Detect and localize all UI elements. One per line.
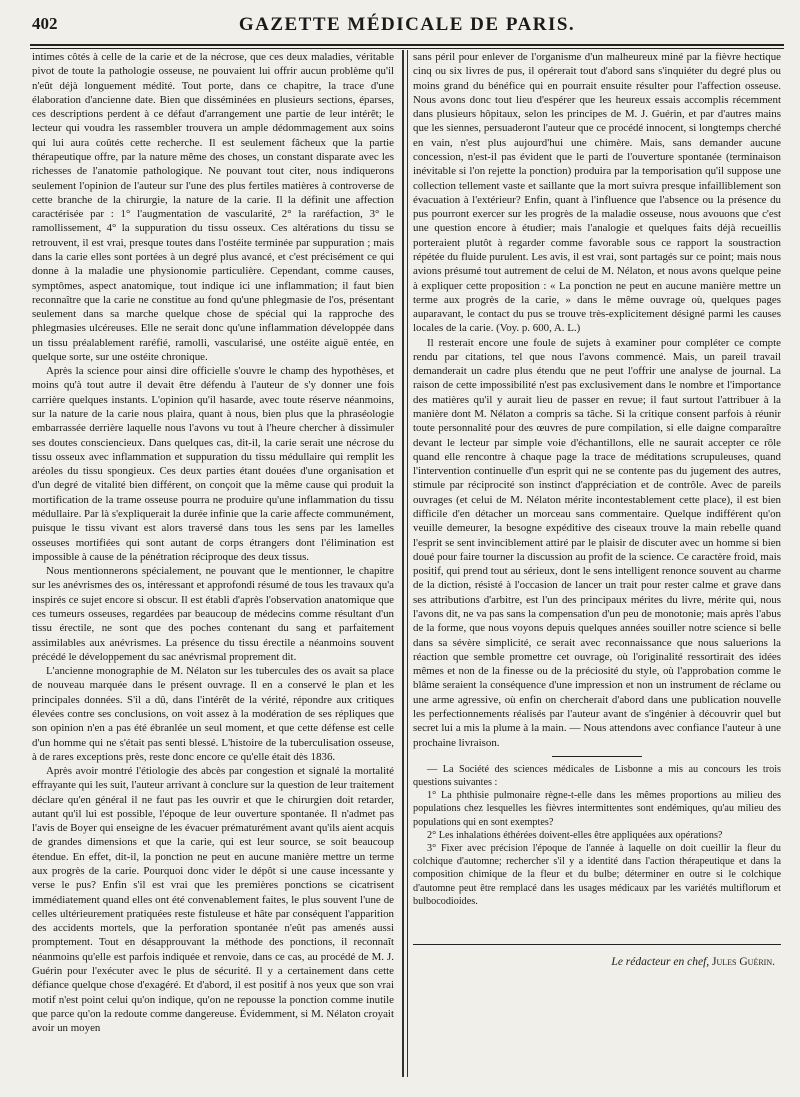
end-rule — [413, 944, 781, 945]
left-paragraph: Après avoir montré l'étiologie des abcès par congestion et signalé la mortalité effrayante qui les suit, l'auteur arrivant à conclure sur la question de leur traitement déclare qu'en général il ne faut pas les ouvrir et que le chirurgien doit retarder, autant qu'il lui est possible, l'époque de leur ouverture spontanée. Il n'admet pas l'avis de Boyer qui enseigne de les évacuer prématurément avant qu'ils aient acquis de grandes dimensions et que la carie, qui est leur source, se soit beaucoup étendue. En effet, dit-il, la ponction ne peut en aucune manière mettre un terme aux progrès de la carie. Pourquoi donc vider le dépôt si une cause incessante y verse le pus? Enfin s'il est vrai que les premières ponctions se cicatrisent immédiatement quand elles ont été convenablement faites, le plus souvent l'une de celles ultérieurement pratiquées reste fistuleuse et hâte par conséquent l'apparition des accidents mortels, que la perforation spontanée n'eût pas amenés aussi promptement. Tout en désapprouvant la méthode des ponctions, il reconnaît néanmoins qu'elle est parfois indiquée et renvoie, dans ce cas, au procédé de M. J. Guérin pour l'exécuter avec le plus de sécurité. Il y a certainement dans cette défiance quelque chose d'exagéré. Et d'abord, il est positif à nos yeux que son vrai motif n'est point celui qu'on indique, qu'on ne repousse la ponction comme inutile que parce qu'on la redoute comme dangereuse. Évidemment, si M. Nélaton croyait avoir un moyen — [32, 765, 394, 1035]
page-header — [32, 14, 782, 38]
signature-name: Jules Guérin. — [712, 956, 775, 969]
society-announcement: — La Société des sciences médicales de Lisbonne a mis au concours les trois questions suivantes : — [413, 763, 781, 788]
left-paragraph: Après la science pour ainsi dire officielle s'ouvre le champ des hypothèses, et moins qu'à tout autre il devait être défendu à l'auteur de s'y donner une fois carrière quelques instants. L'opinion qu'il hasarde, avec toute réserve néanmoins, sur la nature de la carie nous plaira, quant à nous, bien plus que la phraséologie embarrassée derrière laquelle nous l'avons vu tout à l'heure chercher à dissimuler ses doutes consciencieux. Dans quelques cas, dit-il, la carie serait une nécrose du tissu osseux avec inflammation et suppuration du tissu médullaire qui remplit les aréoles du tissu spongieux. Ces deux parties étant douées d'une organisation et d'un degré de vitalité bien différent, on conçoit que la même cause qui produit la mortification de la trame osseuse pourra ne produire qu'une inflammation du tissu médullaire. Par là s'expliquerait la durée infinie que la carie affecte communément, puisque le tissu vivant est alors traversé dans tous les sens par les lamelles osseuses mortifiées qui sont autant de corps étrangers dont l'élimination est impossible à cause de la pénétration réciproque des deux tissus. — [32, 365, 394, 563]
left-paragraph: Nous mentionnerons spécialement, ne pouvant que le mentionner, le chapitre sur les anévrismes des os, intéressant et approfondi résumé de tous les travaux qu'a inspirés ce sujet encore si obscur. Il est établi d'après l'observation anatomique que ces tumeurs osseuses, regardées par beaucoup de médecins comme résultant d'un tissu érectile, ne sont que des poches contenant du sang et parfaitement assimilables aux anévrismes. La présence du tissu érectile a néanmoins souvent précédé le développement du sac anévrismal proprement dit. — [32, 565, 394, 663]
question-item: 1° La phthisie pulmonaire règne-t-elle dans les mêmes proportions au milieu des populations chez lesquelles les fièvres intermittentes sont endémiques, qu'au milieu des populations qui en sont exemptes? — [413, 790, 781, 828]
left-column — [32, 50, 394, 1085]
question-item: 3° Fixer avec précision l'époque de l'année à laquelle on doit cueillir la fleur du colchique d'automne; rechercher s'il y a identité dans l'action thérapeutique et dans la composition chimique de la fleur et du bulbe; déterminer en outre si le colchique d'automne peut être remplacé dans les usages médicaux par les variétés multiflorum et bulbocodioides. — [413, 843, 781, 907]
question-item: 2° Les inhalations éthérées doivent-elles être appliquées aux opérations? — [427, 829, 723, 841]
question-list — [413, 789, 781, 908]
section-rule — [552, 756, 642, 757]
left-paragraph: L'ancienne monographie de M. Nélaton sur les tubercules des os avait sa place de nouveau marquée dans le présent ouvrage. Il en a conservé le plan et les principales données. S'il a dû, dans l'intérêt de la vérité, répondre aux critiques élevées contre ses conclusions, on voit assez à la modération de ses répliques que son opinion n'en a pas été ébranlée un seul moment, et que cette défense est celle d'un homme qui ne s'était pas senti blessé. L'histoire de la tuberculisation osseuse, à de rares exceptions près, reste donc encore ce qu'elle était dès 1836. — [32, 665, 394, 763]
editor-signature — [413, 955, 781, 969]
column-divider — [402, 50, 408, 1077]
right-column — [413, 50, 781, 1085]
header-rule — [30, 44, 784, 49]
page-number: 402 — [32, 14, 58, 33]
right-paragraph: sans péril pour enlever de l'organisme d'un malheureux miné par la fièvre hectique cinq ou six livres de pus, il opérerait tout d'abord sans s'inquiéter du degré plus ou moins grand du bénéfice qui en pourrait ensuite résulter pour l'affection osseuse. Nous avons donc tout lieu d'espérer que les heureux essais accomplis récemment dans plusieurs hôpitaux, selon les principes de M. J. Guérin, et par d'autres mains que les siennes, persuaderont l'auteur que ce procédé innocent, si longtemps cherché en vain, n'est plus aujourd'hui une chimère. Mais, sans demander aucune concession, n'est-il pas évident que le parti de l'ouverture spontanée (terminaison inévitable si l'on rejette la ponction) produira par la temporisation qu'il suppose une collection tellement vaste et saillante que la mort suivra presque infailliblement son évacuation à l'extérieur? Enfin, quant à l'influence que l'absence ou la présence du pus pourront exercer sur les progrès de la maladie osseuse, nous avouons que c'est une question encore à étudier; mais l'analogie et quelques faits déjà recueillis porteraient plutôt à regarder comme favorable sous ce rapport la soustraction répétée du fluide purulent. Les avis, il est vrai, sont partagés sur ce point; mais nous avions présumé tout autrement de celui de M. Nélaton, et nous avons quelque peine à expliquer cette proposition : « La ponction ne peut en aucune manière mettre un terme aux progrès de la carie, » dans le même ouvrage où, quelques pages auparavant, le contact du pus se trouve très-explicitement désigné parmi les causes locales de la carie. (Voy. p. 600, A. L.) — [413, 51, 781, 335]
right-paragraph: Il resterait encore une foule de sujets à examiner pour compléter ce compte rendu par citations, tel que nous l'avons commencé. Mais, un pareil travail demanderait un cadre plus étendu que ne peut l'offrir une analyse de journal. La raison de cette impossibilité n'est pas exclusivement dans le nombre et l'importance des matières qu'il y aurait lieu de passer en revue; il faut surtout l'attribuer à la manière dont M. Nélaton a compris sa tâche. Si la critique consent parfois à réunir toute personnalité pour des œuvres de pure compilation, si elle daigne comparaître devant le lecteur par simple voie d'échantillons, elle ne saurait accepter ce rôle quand elle rencontre à chaque page la trace de méditations scrupuleuses, quand l'intervention continuelle d'un esprit qui ne se contente pas du jugement des autres, stimule par réciprocité son instinct d'appréciation et de contrôle. Avec de pareils ouvrages (et celui de M. Nélaton mérite incontestablement cette place), il est bien difficile d'en détacher un morceau sans commentaire. Quelque indifférent qu'on veuille demeurer, la besogne expéditive des ciseaux trouve la main rebelle quand l'esprit se sent invinciblement attiré par le plaisir de discuter avec un homme si bien doué pour faire tourner la discussion au profit de la science. Ce caractère froid, mais positif, qui prend tout au sérieux, dont le sens intelligent renonce souvent au charme de la diction, résisté à l'occasion de lancer un trait pour rester calme et grave dans ses attributions d'arbitre, est l'un des principaux mérites du livre, mérite qui, nous l'avons dit, ne va pas sans la compensation d'un peu de monotonie; mais après l'abus de la forme, que nous voyons depuis quelques années souiller notre science si belle dans sa sévère simplicité, ce serait avec reconnaissance que nous saluerions la réaction que semble promettre cet ouvrage, où l'originalité ressortirait des idées mêmes et non de la finesse ou de la préciosité du style, où l'approbation comme le blâme seraient la conséquence d'une impression et non un instrument de réclame ou une arme agressive, où enfin on chercherait d'abord dans une publication nouvelle les perfectionnements réalisés par l'auteur avant de s'ingénier à découvrir quel but secret lui a mis la plume à la main. — Nous attendons avec confiance l'auteur à une prochaine livraison. — [413, 336, 781, 749]
journal-title: GAZETTE MÉDICALE DE PARIS. — [238, 14, 576, 35]
left-paragraph: intimes côtés à celle de la carie et de la nécrose, que ces deux maladies, véritable pivot de toute la pathologie osseuse, ne pouvaient lui offrir aucun problème qu'il n'eût déjà longuement médité. Tout porte, dans ce chapitre, la trace d'une élaboration d'ancienne date. Bien que disséminées en plusieurs sections, éparses, ces descriptions perdent à ce défaut d'arrangement une partie de leur intérêt; le lecteur qui voudra les rassembler trouvera un ample dédommagement aux soins qui lui aura coûtés cette recherche. Il est seulement fâcheux que la partie thérapeutique offre, par la nature même des choses, un constant disparate avec les richesses de l'anatomie pathologique. Ne pouvant tout citer, nous indiquerons seulement l'opinion de l'auteur sur l'une des plus fertiles matières à controverse de cette branche de la chirurgie, la nature de la carie. Il la définit une affection caractérisée par : 1° l'augmentation de vascularité, 2° la raréfaction, 3° le ramollissement, 4° la suppuration du tissu osseux. Ces altérations du tissu se retrouvent, il est vrai, presque toutes dans l'ostéite terminée par suppuration ; mais dans la carie elles sont portées à un degré plus avancé, et c'est précisément ce qui donne à la maladie une physionomie particulière. Cependant, comme causes, symptômes, aspect anatomique, tout indique ici une inflammation; il faut bien reconnaître que la carie ne constitue au fond qu'une phlegmasie de l'os, présentant seulement dans sa marche quelque chose de spécial qui la rapproche des phlegmasies ulcéreuses. Elle ne serait donc qu'une inflammation développée dans un tissu préalablement raréfié, ramolli, vascularisé, une ostéite aiguë entée, en quelque sorte, sur une ostéite chronique. — [32, 51, 394, 363]
signature-role: Le rédacteur en chef, — [611, 956, 710, 969]
